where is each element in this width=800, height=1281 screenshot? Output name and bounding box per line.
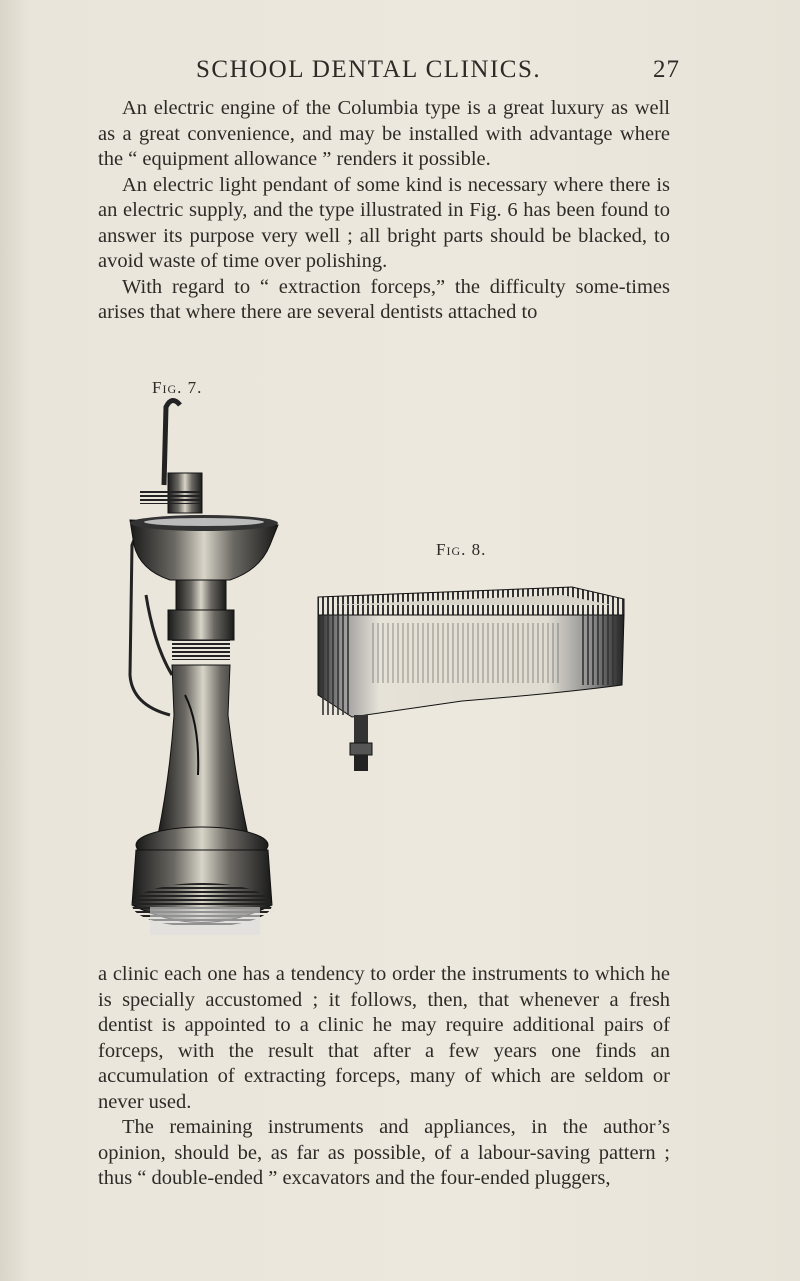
paragraph: An electric engine of the Columbia type is a great luxury as well as a great convenience, and may be installed with advantage where the “ equipment allowance ” renders it possible. <box>98 97 670 170</box>
spittoon-fountain-illustration <box>110 395 290 945</box>
figure-8-caption: Fig. 8. <box>436 540 487 559</box>
running-head: SCHOOL DENTAL CLINICS. <box>196 56 542 83</box>
sink-basin-illustration <box>312 575 632 775</box>
figure-7-caption: Fig. 7. <box>152 378 203 397</box>
paragraph: The remaining instruments and appliances, in the author’s opinion, should be, as far as possible, of a labour-saving pattern ; thus “ double-ended ” excavators and the four-ended pluggers, <box>98 1116 670 1189</box>
body-text-bottom <box>98 962 670 1192</box>
paragraph: With regard to “ extraction forceps,” the difficulty some-times arises that where there are several dentists attached to <box>98 275 670 323</box>
body-text-top <box>98 96 670 326</box>
page-number: 27 <box>653 56 680 83</box>
paragraph: An electric light pendant of some kind is necessary where there is an electric supply, and the type illustrated in Fig. 6 has been found to answer its purpose very well ; all bright parts should be blacked, to avoid waste of time over polishing. <box>98 173 670 272</box>
paragraph: a clinic each one has a tendency to order the instruments to which he is specially accustomed ; it follows, then, that whenever a fresh dentist is appointed to a clinic he may require additional pairs of forceps, with the result that after a few years one finds an accumulation of extracting forceps, many of which are seldom or never used. <box>98 963 670 1113</box>
page-header <box>100 56 680 90</box>
